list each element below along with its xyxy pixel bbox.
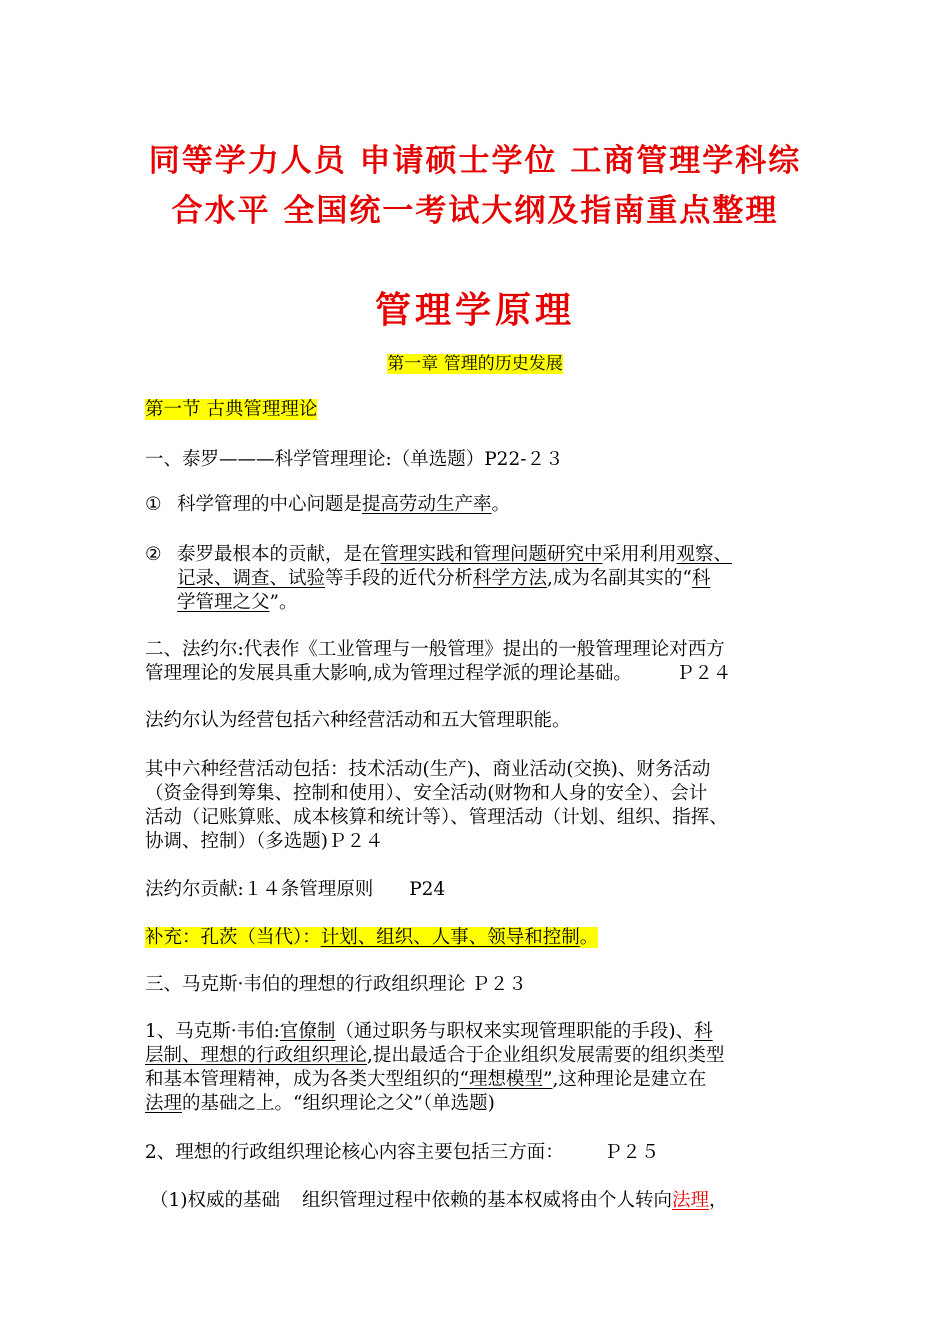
- paragraph-taylor-point2-line2: [177, 567, 710, 591]
- text-segment: 的基础之上。“组织理论之父”（单选题): [182, 1093, 495, 1114]
- paragraph-taylor-point2-line1: [145, 543, 732, 567]
- text-segment: 和基本管理精神，成为各类大型组织的: [145, 1069, 460, 1090]
- highlighted-text: [145, 927, 598, 948]
- underlined-term: 科: [694, 1021, 713, 1042]
- underlined-term: 科学方法: [473, 568, 548, 589]
- subject-heading: 管理学原理: [374, 289, 575, 331]
- underlined-term: 记录、调查、试验: [177, 568, 326, 589]
- text-segment: ,成为名副其实的“: [547, 568, 692, 589]
- paragraph-six-activities-line4: 协调、控制）（多选题)Ｐ２４: [145, 831, 384, 852]
- text-segment: ”。: [269, 592, 298, 613]
- chapter-heading: 第一章 管理的历史发展: [387, 354, 563, 374]
- underlined-term: 官僚制: [279, 1021, 336, 1042]
- text-segment: （1)权威的基础: [150, 1190, 280, 1211]
- page-ref: P24: [409, 879, 446, 900]
- text-segment: ,这种理论是建立在: [552, 1069, 707, 1090]
- paragraph-weber-heading: 三、马克斯·韦伯的理想的行政组织理论 Ｐ２３: [145, 974, 527, 995]
- list-marker-2: ②: [145, 544, 162, 565]
- underlined-term: 计划、组织、人事、领导和控制: [320, 927, 580, 948]
- text-segment: 等手段的近代分析: [325, 568, 474, 589]
- paragraph-six-activities-line3: 活动（记账算账、成本核算和统计等）、管理活动（计划、组织、指挥、: [145, 807, 728, 828]
- text-segment: 。: [491, 494, 511, 515]
- underlined-term: 学管理之父: [177, 592, 270, 613]
- paragraph-taylor-heading: 一、泰罗———科学管理理论:（单选题）P22-２３: [145, 449, 564, 470]
- text-segment: ,提出最适合于企业组织发展需要的组织类型: [367, 1045, 725, 1066]
- paragraph-fayol-principles: [145, 878, 445, 902]
- paragraph-taylor-point2-line3: [177, 591, 297, 615]
- paragraph-six-activities-line1: 其中六种经营活动包括：技术活动(生产)、商业活动(交换)、财务活动: [145, 759, 711, 780]
- paragraph-weber-core: [145, 1141, 659, 1165]
- text-segment: 泰罗最根本的贡献，是在: [177, 544, 381, 565]
- paragraph-fayol-summary: 法约尔认为经营包括六种经营活动和五大管理职能。: [145, 710, 571, 731]
- paragraph-weber-line2: [145, 1044, 724, 1068]
- paragraph-koontz-supplement: [145, 926, 598, 950]
- underlined-term: 提高劳动生产率: [362, 494, 492, 515]
- list-marker-1: ①: [145, 494, 162, 515]
- text-segment: 补充：孔茨（当代）：: [145, 927, 321, 948]
- underlined-term: 科: [691, 568, 711, 589]
- page-ref: Ｐ２５: [603, 1142, 660, 1163]
- text-segment: 1、马克斯·韦伯:: [145, 1021, 280, 1042]
- text-segment: 管理理论的发展具重大影响,成为管理过程学派的理论基础。: [145, 663, 632, 684]
- paragraph-weber-line1: [145, 1020, 713, 1044]
- text-segment: 法约尔贡献:１４条管理原则: [145, 879, 374, 900]
- doc-title-line2: 合水平 全国统一考试大纲及指南重点整理: [171, 193, 779, 229]
- text-segment: 2、理想的行政组织理论核心内容主要包括三方面：: [145, 1142, 564, 1163]
- chapter-heading-wrap: [0, 349, 950, 374]
- underlined-term: 法理: [145, 1093, 183, 1114]
- text-segment: ，: [709, 1190, 728, 1211]
- section-heading: 第一节 古典管理理论: [145, 399, 318, 420]
- text-segment: 采用利用: [602, 544, 677, 565]
- paragraph-six-activities-line2: （资金得到筹集、控制和使用）、安全活动(财物和人身的安全）、会计: [145, 783, 708, 804]
- doc-title-line1: 同等学力人员 申请硕士学位 工商管理学科综: [148, 143, 802, 179]
- paragraph-authority-basis: [150, 1189, 728, 1213]
- page-ref: Ｐ２４: [675, 663, 732, 684]
- text-segment: （通过职务与职权来实现管理职能的手段)、: [335, 1021, 695, 1042]
- text-segment: 科学管理的中心问题是: [177, 494, 363, 515]
- section-heading-wrap: [145, 398, 317, 422]
- underlined-term: 观察、: [676, 544, 733, 565]
- paragraph-taylor-point1: [145, 493, 510, 517]
- paragraph-weber-line4: [145, 1092, 495, 1116]
- text-segment: 。: [579, 927, 599, 948]
- underlined-term: 管理实践和管理问题研究中: [380, 544, 603, 565]
- paragraph-fayol-line1: 二、法约尔:代表作《工业管理与一般管理》提出的一般管理理论对西方: [145, 639, 725, 660]
- paragraph-weber-line3: [145, 1068, 706, 1092]
- underlined-term: “理想模型”: [459, 1069, 553, 1090]
- underlined-term-red: 法理: [672, 1190, 710, 1211]
- paragraph-fayol-line2: [145, 662, 731, 686]
- text-segment: 组织管理过程中依赖的基本权威将由个人转向: [302, 1190, 673, 1211]
- underlined-term: 层制、理想的行政组织理论: [145, 1045, 368, 1066]
